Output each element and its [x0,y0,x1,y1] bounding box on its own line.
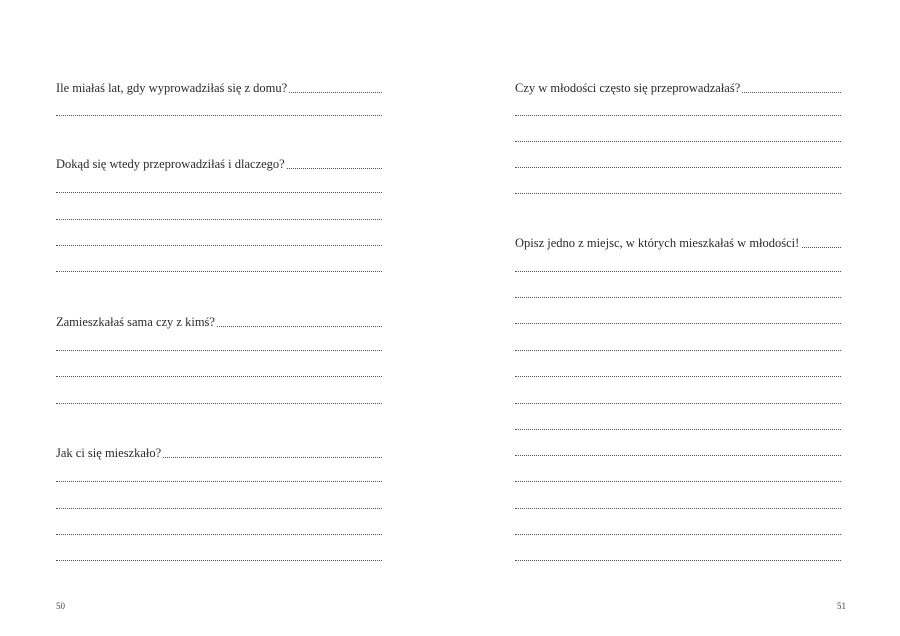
answer-line[interactable] [515,115,841,116]
answer-line[interactable] [515,193,841,194]
question-1-text: Ile miałaś lat, gdy wyprowadziłaś się z domu? [56,81,288,95]
answer-line[interactable] [56,271,382,272]
answer-line[interactable] [515,167,841,168]
answer-line[interactable] [56,245,382,246]
answer-line[interactable] [515,297,841,298]
answer-line[interactable] [515,508,841,509]
question-6 [515,233,841,253]
answer-line[interactable] [515,429,841,430]
answer-line[interactable] [56,350,382,351]
page-number: 50 [56,601,65,611]
answer-line[interactable] [515,455,841,456]
answer-line[interactable] [56,376,382,377]
answer-line[interactable] [515,350,841,351]
answer-line[interactable] [56,508,382,509]
question-3-text: Zamieszkałaś sama czy z kimś? [56,315,215,329]
question-2 [56,154,382,174]
answer-line[interactable] [56,560,382,561]
question-4 [56,443,382,463]
answer-line[interactable] [56,534,382,535]
answer-line[interactable] [515,271,841,272]
answer-line[interactable] [56,115,382,116]
right-page [450,0,900,636]
answer-line[interactable] [56,403,382,404]
question-5 [515,78,841,98]
answer-line[interactable] [56,219,382,220]
answer-line[interactable] [56,481,382,482]
answer-line[interactable] [515,560,841,561]
question-5-text: Czy w młodości często się przeprowadzałaś? [515,81,741,95]
question-3 [56,312,382,332]
answer-line[interactable] [515,141,841,142]
question-4-text: Jak ci się mieszkało? [56,446,162,460]
answer-line[interactable] [515,403,841,404]
answer-line[interactable] [515,481,841,482]
question-2-text: Dokąd się wtedy przeprowadziłaś i dlaczego? [56,157,285,171]
page-number: 51 [837,601,846,611]
question-1 [56,78,382,98]
answer-line[interactable] [515,534,841,535]
answer-line[interactable] [515,376,841,377]
question-6-text: Opisz jedno z miejsc, w których mieszkałaś w młodości! [515,236,800,250]
answer-line[interactable] [515,323,841,324]
answer-line[interactable] [56,192,382,193]
